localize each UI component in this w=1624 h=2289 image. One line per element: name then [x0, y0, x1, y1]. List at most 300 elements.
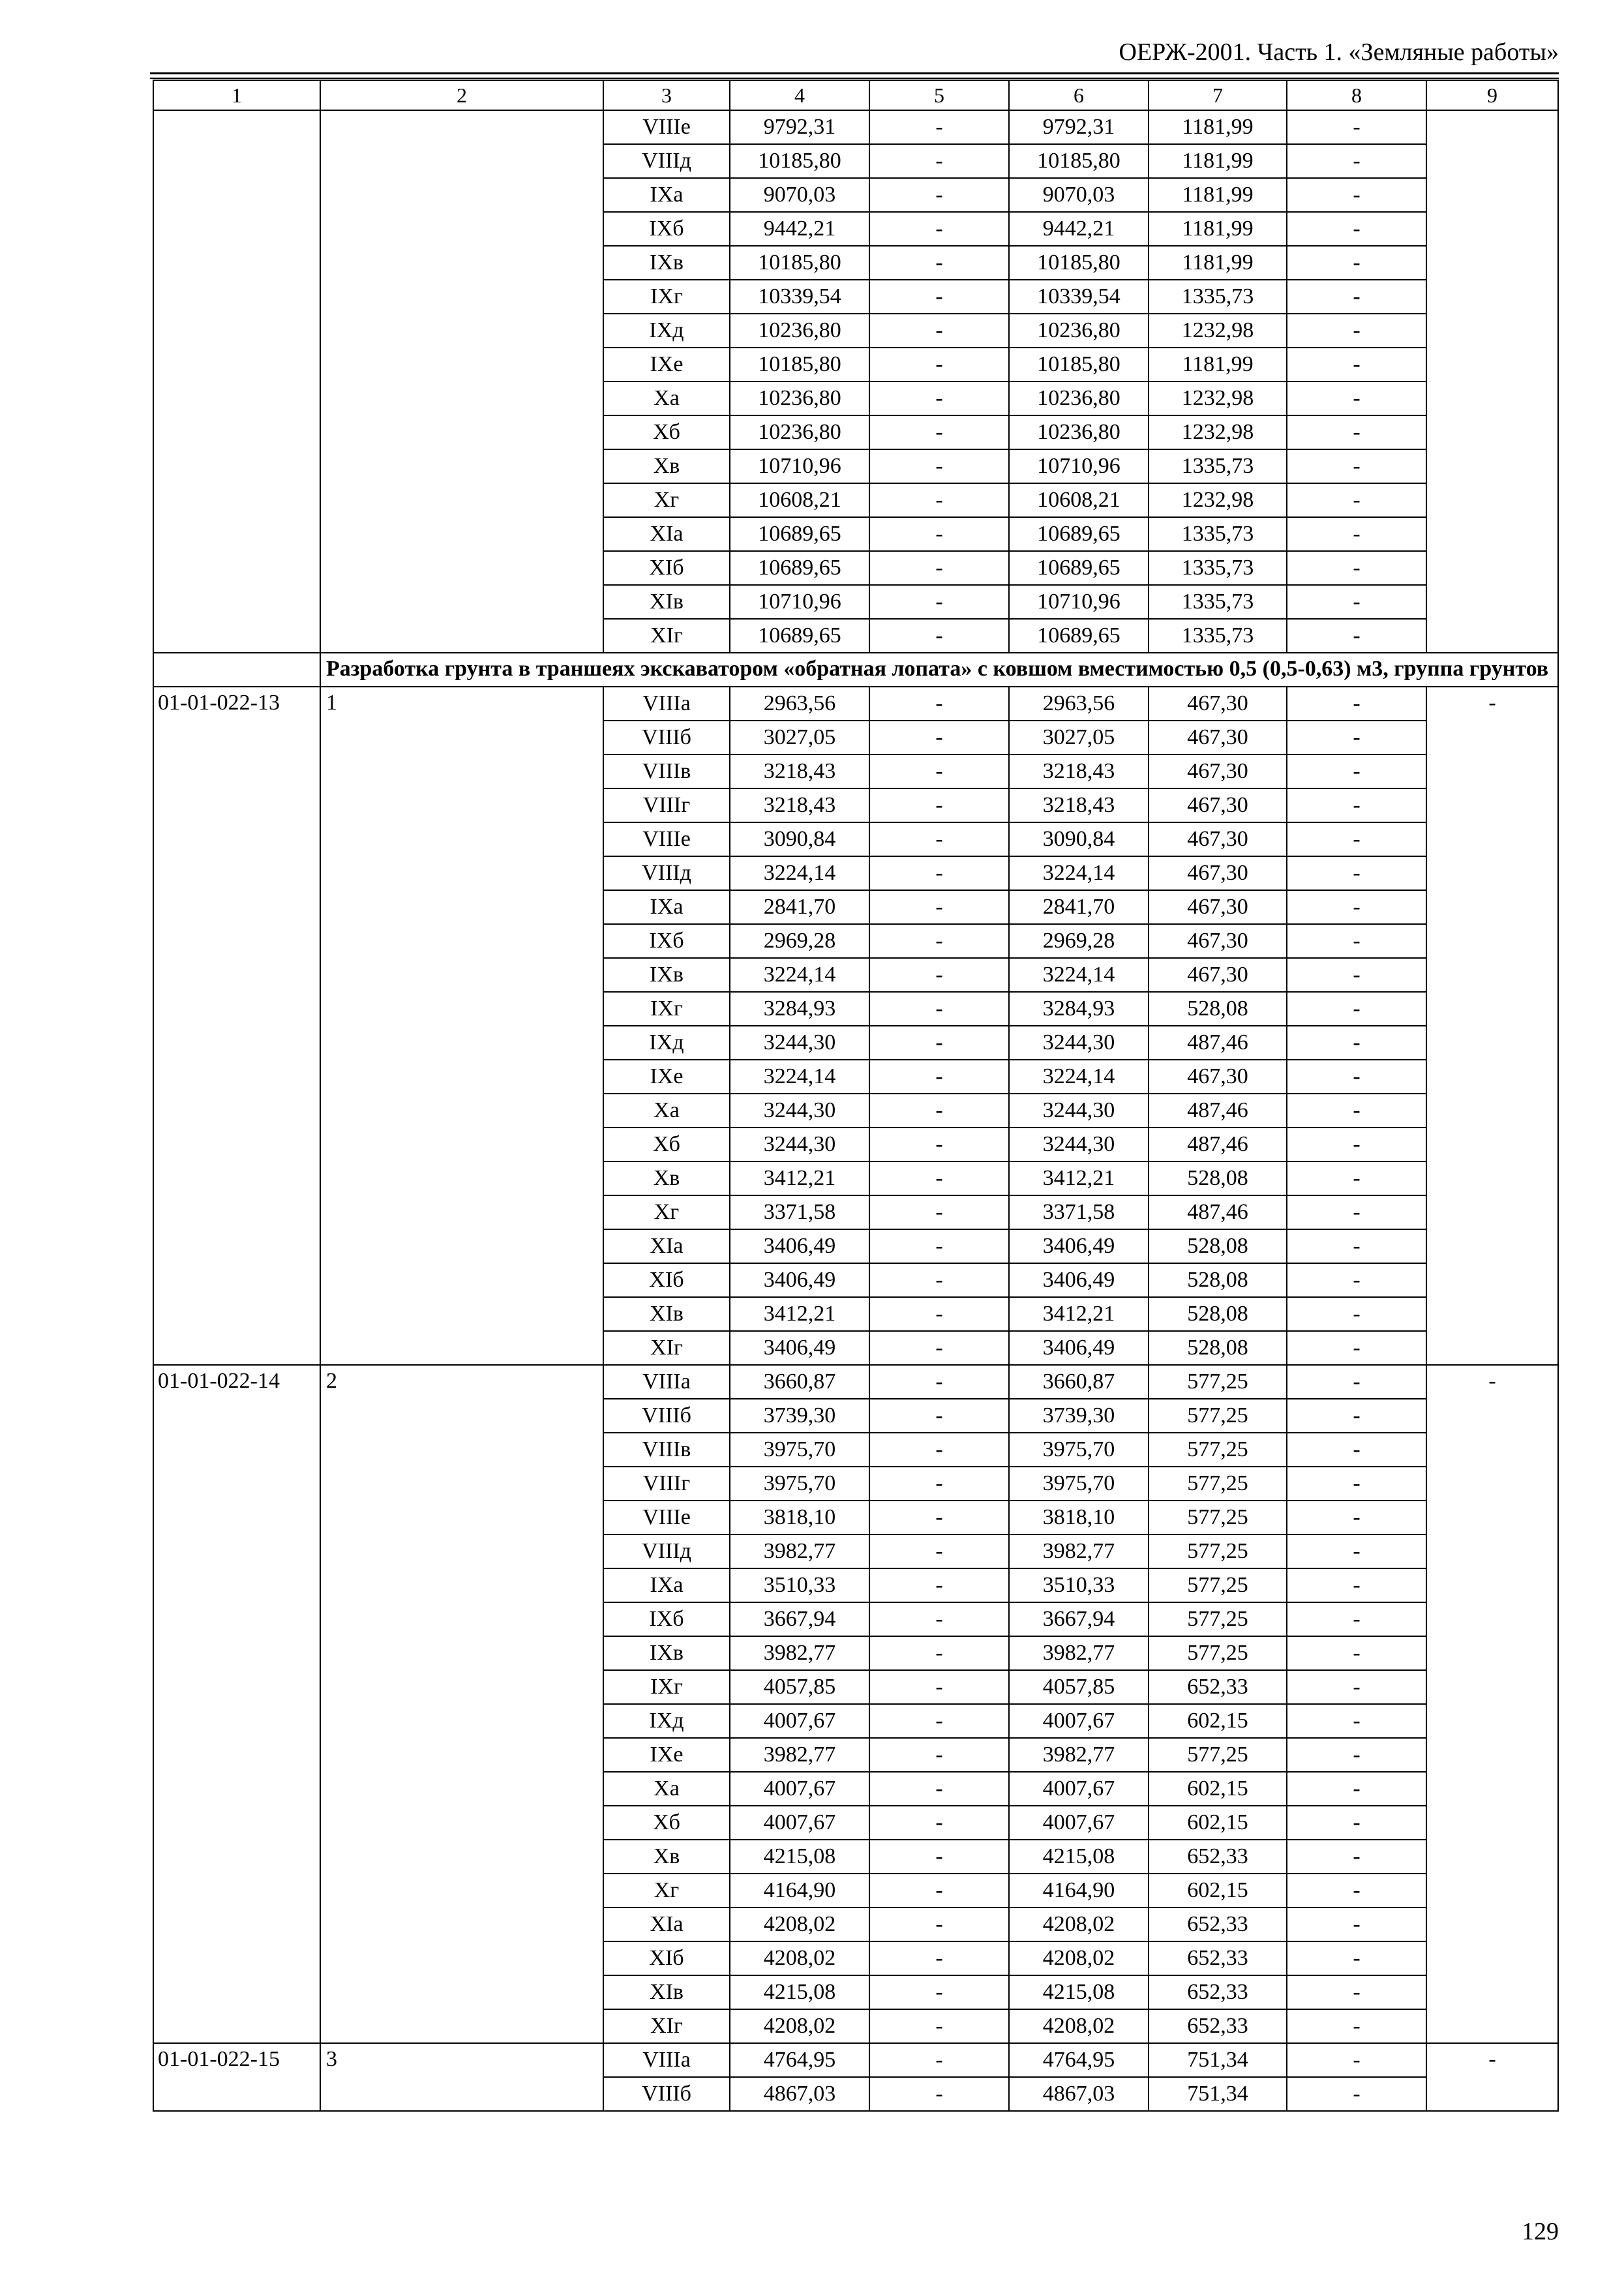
- total-cost-cell: 3982,77: [730, 1636, 869, 1670]
- rate-variant-cell: XIа: [603, 1229, 730, 1263]
- column-number: 3: [603, 80, 730, 110]
- rate-variant-cell: XIв: [603, 1297, 730, 1331]
- materials-cell: -: [1287, 517, 1426, 551]
- operator-wages-cell: 1181,99: [1149, 212, 1287, 246]
- total-cost-cell: 4208,02: [730, 2009, 869, 2043]
- machine-cost-cell: 10710,96: [1009, 585, 1149, 619]
- table-row: [153, 110, 1558, 144]
- wages-cell: -: [869, 382, 1009, 415]
- machine-cost-cell: 3412,21: [1009, 1297, 1149, 1331]
- rate-variant-cell: IXв: [603, 246, 730, 280]
- machine-cost-cell: 10608,21: [1009, 483, 1149, 517]
- operator-wages-cell: 487,46: [1149, 1026, 1287, 1060]
- total-cost-cell: 2963,56: [730, 687, 869, 721]
- machine-cost-cell: 10185,80: [1009, 246, 1149, 280]
- machine-cost-cell: 10710,96: [1009, 449, 1149, 483]
- rate-variant-cell: VIIIб: [603, 721, 730, 755]
- materials-cell: -: [1287, 1534, 1426, 1568]
- operator-wages-cell: 751,34: [1149, 2077, 1287, 2111]
- code-cell: [153, 110, 320, 653]
- rate-code: 01-01-022-14: [153, 1365, 320, 2043]
- total-cost-cell: 10710,96: [730, 449, 869, 483]
- machine-cost-cell: 10236,80: [1009, 415, 1149, 449]
- rate-variant-cell: XIг: [603, 1331, 730, 1365]
- operator-wages-cell: 467,30: [1149, 890, 1287, 924]
- machine-cost-cell: 4057,85: [1009, 1670, 1149, 1704]
- machine-cost-cell: 3090,84: [1009, 822, 1149, 856]
- materials-cell: -: [1287, 551, 1426, 585]
- operator-wages-cell: 1181,99: [1149, 246, 1287, 280]
- machine-cost-cell: 10185,80: [1009, 348, 1149, 382]
- rate-variant-cell: IXа: [603, 890, 730, 924]
- wages-cell: -: [869, 856, 1009, 890]
- wages-cell: -: [869, 246, 1009, 280]
- wages-cell: -: [869, 1941, 1009, 1975]
- wages-cell: -: [869, 551, 1009, 585]
- total-cost-cell: 3244,30: [730, 1026, 869, 1060]
- operator-wages-cell: 577,25: [1149, 1399, 1287, 1433]
- table-row: [153, 1365, 1558, 1399]
- rate-variant-cell: VIIIе: [603, 110, 730, 144]
- total-cost-cell: 4208,02: [730, 1941, 869, 1975]
- wages-cell: -: [869, 687, 1009, 721]
- col9-cell: -: [1426, 1365, 1558, 2043]
- materials-cell: -: [1287, 1195, 1426, 1229]
- rate-variant-cell: XIв: [603, 1975, 730, 2009]
- total-cost-cell: 10185,80: [730, 348, 869, 382]
- wages-cell: -: [869, 178, 1009, 212]
- total-cost-cell: 3218,43: [730, 788, 869, 822]
- wages-cell: -: [869, 788, 1009, 822]
- materials-cell: -: [1287, 1094, 1426, 1128]
- operator-wages-cell: 1181,99: [1149, 178, 1287, 212]
- materials-cell: -: [1287, 348, 1426, 382]
- rate-variant-cell: VIIIг: [603, 788, 730, 822]
- operator-wages-cell: 1335,73: [1149, 619, 1287, 653]
- operator-wages-cell: 467,30: [1149, 856, 1287, 890]
- materials-cell: -: [1287, 1908, 1426, 1941]
- col9-cell: -: [1426, 2043, 1558, 2111]
- materials-cell: -: [1287, 1501, 1426, 1534]
- wages-cell: -: [869, 1161, 1009, 1195]
- machine-cost-cell: 3218,43: [1009, 788, 1149, 822]
- wages-cell: -: [869, 755, 1009, 788]
- materials-cell: -: [1287, 280, 1426, 314]
- wages-cell: -: [869, 1975, 1009, 2009]
- operator-wages-cell: 577,25: [1149, 1636, 1287, 1670]
- wages-cell: -: [869, 958, 1009, 992]
- total-cost-cell: 4164,90: [730, 1874, 869, 1908]
- wages-cell: -: [869, 1602, 1009, 1636]
- machine-cost-cell: 4007,67: [1009, 1772, 1149, 1806]
- materials-cell: -: [1287, 449, 1426, 483]
- materials-cell: -: [1287, 212, 1426, 246]
- total-cost-cell: 10710,96: [730, 585, 869, 619]
- machine-cost-cell: 4164,90: [1009, 1874, 1149, 1908]
- wages-cell: -: [869, 992, 1009, 1026]
- rate-variant-cell: Xв: [603, 449, 730, 483]
- wages-cell: -: [869, 1636, 1009, 1670]
- wages-cell: -: [869, 585, 1009, 619]
- machine-cost-cell: 3284,93: [1009, 992, 1149, 1026]
- rate-variant-cell: IXа: [603, 1568, 730, 1602]
- wages-cell: -: [869, 1128, 1009, 1161]
- machine-cost-cell: 3982,77: [1009, 1636, 1149, 1670]
- operator-wages-cell: 652,33: [1149, 1840, 1287, 1874]
- total-cost-cell: 3406,49: [730, 1331, 869, 1365]
- total-cost-cell: 4007,67: [730, 1772, 869, 1806]
- wages-cell: -: [869, 924, 1009, 958]
- total-cost-cell: 10236,80: [730, 415, 869, 449]
- total-cost-cell: 3371,58: [730, 1195, 869, 1229]
- total-cost-cell: 3667,94: [730, 1602, 869, 1636]
- operator-wages-cell: 577,25: [1149, 1365, 1287, 1399]
- wages-cell: -: [869, 110, 1009, 144]
- machine-cost-cell: 2963,56: [1009, 687, 1149, 721]
- wages-cell: -: [869, 1026, 1009, 1060]
- rate-variant-cell: IXг: [603, 280, 730, 314]
- materials-cell: -: [1287, 992, 1426, 1026]
- table-body: [153, 80, 1558, 2111]
- machine-cost-cell: 4764,95: [1009, 2043, 1149, 2077]
- machine-cost-cell: 3406,49: [1009, 1229, 1149, 1263]
- operator-wages-cell: 528,08: [1149, 992, 1287, 1026]
- machine-cost-cell: 3412,21: [1009, 1161, 1149, 1195]
- wages-cell: -: [869, 483, 1009, 517]
- materials-cell: -: [1287, 788, 1426, 822]
- wages-cell: -: [869, 1840, 1009, 1874]
- materials-cell: -: [1287, 1602, 1426, 1636]
- operator-wages-cell: 602,15: [1149, 1874, 1287, 1908]
- operator-wages-cell: 467,30: [1149, 755, 1287, 788]
- total-cost-cell: 3224,14: [730, 958, 869, 992]
- operator-wages-cell: 528,08: [1149, 1297, 1287, 1331]
- rate-variant-cell: VIIIд: [603, 1534, 730, 1568]
- rate-variant-cell: Xг: [603, 1874, 730, 1908]
- operator-wages-cell: 577,25: [1149, 1602, 1287, 1636]
- total-cost-cell: 3660,87: [730, 1365, 869, 1399]
- machine-cost-cell: 2841,70: [1009, 890, 1149, 924]
- column-number: 5: [869, 80, 1009, 110]
- machine-cost-cell: 3224,14: [1009, 856, 1149, 890]
- operator-wages-cell: 652,33: [1149, 1670, 1287, 1704]
- total-cost-cell: 4208,02: [730, 1908, 869, 1941]
- rate-variant-cell: VIIIд: [603, 856, 730, 890]
- machine-cost-cell: 3224,14: [1009, 1060, 1149, 1094]
- total-cost-cell: 3975,70: [730, 1467, 869, 1501]
- operator-wages-cell: 577,25: [1149, 1433, 1287, 1467]
- rate-variant-cell: Xб: [603, 415, 730, 449]
- total-cost-cell: 10236,80: [730, 382, 869, 415]
- machine-cost-cell: 3244,30: [1009, 1026, 1149, 1060]
- operator-wages-cell: 1335,73: [1149, 449, 1287, 483]
- rate-variant-cell: VIIIв: [603, 1433, 730, 1467]
- rate-variant-cell: XIб: [603, 1941, 730, 1975]
- wages-cell: -: [869, 619, 1009, 653]
- rate-variant-cell: IXб: [603, 1602, 730, 1636]
- operator-wages-cell: 577,25: [1149, 1467, 1287, 1501]
- wages-cell: -: [869, 348, 1009, 382]
- table-row: [153, 2043, 1558, 2077]
- rate-variant-cell: IXе: [603, 1060, 730, 1094]
- total-cost-cell: 3244,30: [730, 1128, 869, 1161]
- operator-wages-cell: 1232,98: [1149, 382, 1287, 415]
- column-number-row: [153, 80, 1558, 110]
- wages-cell: -: [869, 144, 1009, 178]
- operator-wages-cell: 577,25: [1149, 1534, 1287, 1568]
- wages-cell: -: [869, 1908, 1009, 1941]
- rate-code: 01-01-022-15: [153, 2043, 320, 2111]
- rate-variant-cell: Xг: [603, 1195, 730, 1229]
- operator-wages-cell: 487,46: [1149, 1094, 1287, 1128]
- operator-wages-cell: 652,33: [1149, 1975, 1287, 2009]
- rate-variant-cell: Xб: [603, 1128, 730, 1161]
- machine-cost-cell: 10236,80: [1009, 314, 1149, 348]
- rate-variant-cell: IXе: [603, 348, 730, 382]
- column-number: 6: [1009, 80, 1149, 110]
- wages-cell: -: [869, 1704, 1009, 1738]
- rate-variant-cell: IXг: [603, 1670, 730, 1704]
- machine-cost-cell: 4208,02: [1009, 2009, 1149, 2043]
- total-cost-cell: 3412,21: [730, 1161, 869, 1195]
- materials-cell: -: [1287, 2077, 1426, 2111]
- machine-cost-cell: 10689,65: [1009, 551, 1149, 585]
- materials-cell: -: [1287, 958, 1426, 992]
- machine-cost-cell: 3406,49: [1009, 1263, 1149, 1297]
- materials-cell: -: [1287, 1467, 1426, 1501]
- rate-variant-cell: XIа: [603, 517, 730, 551]
- operator-wages-cell: 1335,73: [1149, 280, 1287, 314]
- rate-variant-cell: XIг: [603, 619, 730, 653]
- total-cost-cell: 3090,84: [730, 822, 869, 856]
- machine-cost-cell: 10185,80: [1009, 144, 1149, 178]
- wages-cell: -: [869, 1263, 1009, 1297]
- materials-cell: -: [1287, 483, 1426, 517]
- machine-cost-cell: 4867,03: [1009, 2077, 1149, 2111]
- total-cost-cell: 4057,85: [730, 1670, 869, 1704]
- rate-variant-cell: Xв: [603, 1840, 730, 1874]
- materials-cell: -: [1287, 755, 1426, 788]
- operator-wages-cell: 577,25: [1149, 1568, 1287, 1602]
- wages-cell: -: [869, 1670, 1009, 1704]
- machine-cost-cell: 3027,05: [1009, 721, 1149, 755]
- header-rule-thin: [150, 78, 1559, 79]
- total-cost-cell: 10689,65: [730, 619, 869, 653]
- wages-cell: -: [869, 1331, 1009, 1365]
- rate-variant-cell: VIIIа: [603, 2043, 730, 2077]
- wages-cell: -: [869, 1568, 1009, 1602]
- rate-variant-cell: IXб: [603, 212, 730, 246]
- machine-cost-cell: 3371,58: [1009, 1195, 1149, 1229]
- rate-variant-cell: XIб: [603, 1263, 730, 1297]
- page-number: 129: [1522, 2218, 1559, 2245]
- materials-cell: -: [1287, 110, 1426, 144]
- operator-wages-cell: 467,30: [1149, 958, 1287, 992]
- materials-cell: -: [1287, 721, 1426, 755]
- wages-cell: -: [869, 1874, 1009, 1908]
- rate-variant-cell: VIIIе: [603, 822, 730, 856]
- rate-variant-cell: VIIIб: [603, 2077, 730, 2111]
- header-rule: [150, 72, 1559, 74]
- materials-cell: -: [1287, 1975, 1426, 2009]
- rates-table: [153, 80, 1559, 2112]
- materials-cell: -: [1287, 1704, 1426, 1738]
- machine-cost-cell: 9792,31: [1009, 110, 1149, 144]
- materials-cell: -: [1287, 1941, 1426, 1975]
- operator-wages-cell: 751,34: [1149, 2043, 1287, 2077]
- wages-cell: -: [869, 1433, 1009, 1467]
- operator-wages-cell: 1181,99: [1149, 110, 1287, 144]
- wages-cell: -: [869, 1772, 1009, 1806]
- operator-wages-cell: 528,08: [1149, 1263, 1287, 1297]
- wages-cell: -: [869, 1806, 1009, 1840]
- machine-cost-cell: 3660,87: [1009, 1365, 1149, 1399]
- rate-variant-cell: IXб: [603, 924, 730, 958]
- soil-group: 2: [320, 1365, 603, 2043]
- table-row: [153, 687, 1558, 721]
- wages-cell: -: [869, 415, 1009, 449]
- materials-cell: -: [1287, 1806, 1426, 1840]
- materials-cell: -: [1287, 382, 1426, 415]
- wages-cell: -: [869, 1501, 1009, 1534]
- total-cost-cell: 10608,21: [730, 483, 869, 517]
- operator-wages-cell: 577,25: [1149, 1738, 1287, 1772]
- materials-cell: -: [1287, 1636, 1426, 1670]
- materials-cell: -: [1287, 2009, 1426, 2043]
- materials-cell: -: [1287, 1128, 1426, 1161]
- rate-variant-cell: VIIIв: [603, 755, 730, 788]
- machine-cost-cell: 10689,65: [1009, 517, 1149, 551]
- materials-cell: -: [1287, 415, 1426, 449]
- operator-wages-cell: 1181,99: [1149, 144, 1287, 178]
- operator-wages-cell: 577,25: [1149, 1501, 1287, 1534]
- materials-cell: -: [1287, 890, 1426, 924]
- wages-cell: -: [869, 280, 1009, 314]
- materials-cell: -: [1287, 144, 1426, 178]
- materials-cell: -: [1287, 314, 1426, 348]
- machine-cost-cell: 3739,30: [1009, 1399, 1149, 1433]
- operator-wages-cell: 602,15: [1149, 1704, 1287, 1738]
- operator-wages-cell: 602,15: [1149, 1772, 1287, 1806]
- total-cost-cell: 10689,65: [730, 551, 869, 585]
- total-cost-cell: 10185,80: [730, 144, 869, 178]
- materials-cell: -: [1287, 1060, 1426, 1094]
- operator-wages-cell: 1232,98: [1149, 483, 1287, 517]
- rate-variant-cell: VIIIг: [603, 1467, 730, 1501]
- wages-cell: -: [869, 2009, 1009, 2043]
- total-cost-cell: 3406,49: [730, 1229, 869, 1263]
- machine-cost-cell: 3406,49: [1009, 1331, 1149, 1365]
- section-title: Разработка грунта в траншеях экскаватором «обратная лопата» с ковшом вместимостью 0,5 (0,5-0,63) м3, группа грунтов: [320, 653, 1558, 687]
- materials-cell: -: [1287, 246, 1426, 280]
- section-title-spacer: [153, 653, 320, 687]
- wages-cell: -: [869, 721, 1009, 755]
- machine-cost-cell: 3975,70: [1009, 1467, 1149, 1501]
- machine-cost-cell: 4007,67: [1009, 1704, 1149, 1738]
- wages-cell: -: [869, 314, 1009, 348]
- total-cost-cell: 4007,67: [730, 1704, 869, 1738]
- total-cost-cell: 10185,80: [730, 246, 869, 280]
- materials-cell: -: [1287, 2043, 1426, 2077]
- total-cost-cell: 4764,95: [730, 2043, 869, 2077]
- total-cost-cell: 4215,08: [730, 1975, 869, 2009]
- machine-cost-cell: 3667,94: [1009, 1602, 1149, 1636]
- operator-wages-cell: 528,08: [1149, 1161, 1287, 1195]
- rate-variant-cell: IXд: [603, 314, 730, 348]
- machine-cost-cell: 3224,14: [1009, 958, 1149, 992]
- rate-code: 01-01-022-13: [153, 687, 320, 1365]
- column-number: 7: [1149, 80, 1287, 110]
- machine-cost-cell: 9442,21: [1009, 212, 1149, 246]
- wages-cell: -: [869, 449, 1009, 483]
- rate-variant-cell: VIIIб: [603, 1399, 730, 1433]
- total-cost-cell: 3406,49: [730, 1263, 869, 1297]
- materials-cell: -: [1287, 1738, 1426, 1772]
- total-cost-cell: 3218,43: [730, 755, 869, 788]
- materials-cell: -: [1287, 822, 1426, 856]
- total-cost-cell: 3982,77: [730, 1738, 869, 1772]
- total-cost-cell: 3739,30: [730, 1399, 869, 1433]
- wages-cell: -: [869, 1738, 1009, 1772]
- running-header: ОЕРЖ-2001. Часть 1. «Земляные работы»: [1119, 38, 1559, 66]
- wages-cell: -: [869, 890, 1009, 924]
- rate-variant-cell: Xа: [603, 1772, 730, 1806]
- rate-variant-cell: IXе: [603, 1738, 730, 1772]
- wages-cell: -: [869, 1229, 1009, 1263]
- total-cost-cell: 10689,65: [730, 517, 869, 551]
- rate-variant-cell: Xа: [603, 1094, 730, 1128]
- machine-cost-cell: 3510,33: [1009, 1568, 1149, 1602]
- machine-cost-cell: 4215,08: [1009, 1975, 1149, 2009]
- soil-group: 1: [320, 687, 603, 1365]
- wages-cell: -: [869, 1195, 1009, 1229]
- wages-cell: -: [869, 1060, 1009, 1094]
- rate-variant-cell: IXа: [603, 178, 730, 212]
- total-cost-cell: 4215,08: [730, 1840, 869, 1874]
- machine-cost-cell: 4208,02: [1009, 1941, 1149, 1975]
- materials-cell: -: [1287, 1568, 1426, 1602]
- operator-wages-cell: 528,08: [1149, 1229, 1287, 1263]
- operator-wages-cell: 1335,73: [1149, 517, 1287, 551]
- wages-cell: -: [869, 2043, 1009, 2077]
- wages-cell: -: [869, 517, 1009, 551]
- machine-cost-cell: 4215,08: [1009, 1840, 1149, 1874]
- machine-cost-cell: 3982,77: [1009, 1738, 1149, 1772]
- column-number: 4: [730, 80, 869, 110]
- operator-wages-cell: 1335,73: [1149, 551, 1287, 585]
- rate-variant-cell: Xв: [603, 1161, 730, 1195]
- column-number: 9: [1426, 80, 1558, 110]
- rate-variant-cell: IXг: [603, 992, 730, 1026]
- total-cost-cell: 9442,21: [730, 212, 869, 246]
- total-cost-cell: 4007,67: [730, 1806, 869, 1840]
- operator-wages-cell: 528,08: [1149, 1331, 1287, 1365]
- total-cost-cell: 2969,28: [730, 924, 869, 958]
- wages-cell: -: [869, 2077, 1009, 2111]
- materials-cell: -: [1287, 1229, 1426, 1263]
- rate-variant-cell: IXд: [603, 1026, 730, 1060]
- materials-cell: -: [1287, 1297, 1426, 1331]
- rate-variant-cell: Xг: [603, 483, 730, 517]
- total-cost-cell: 10339,54: [730, 280, 869, 314]
- materials-cell: -: [1287, 1331, 1426, 1365]
- materials-cell: -: [1287, 1263, 1426, 1297]
- rate-variant-cell: VIIIд: [603, 144, 730, 178]
- machine-cost-cell: 3982,77: [1009, 1534, 1149, 1568]
- total-cost-cell: 3975,70: [730, 1433, 869, 1467]
- column-number: 8: [1287, 80, 1426, 110]
- operator-wages-cell: 487,46: [1149, 1195, 1287, 1229]
